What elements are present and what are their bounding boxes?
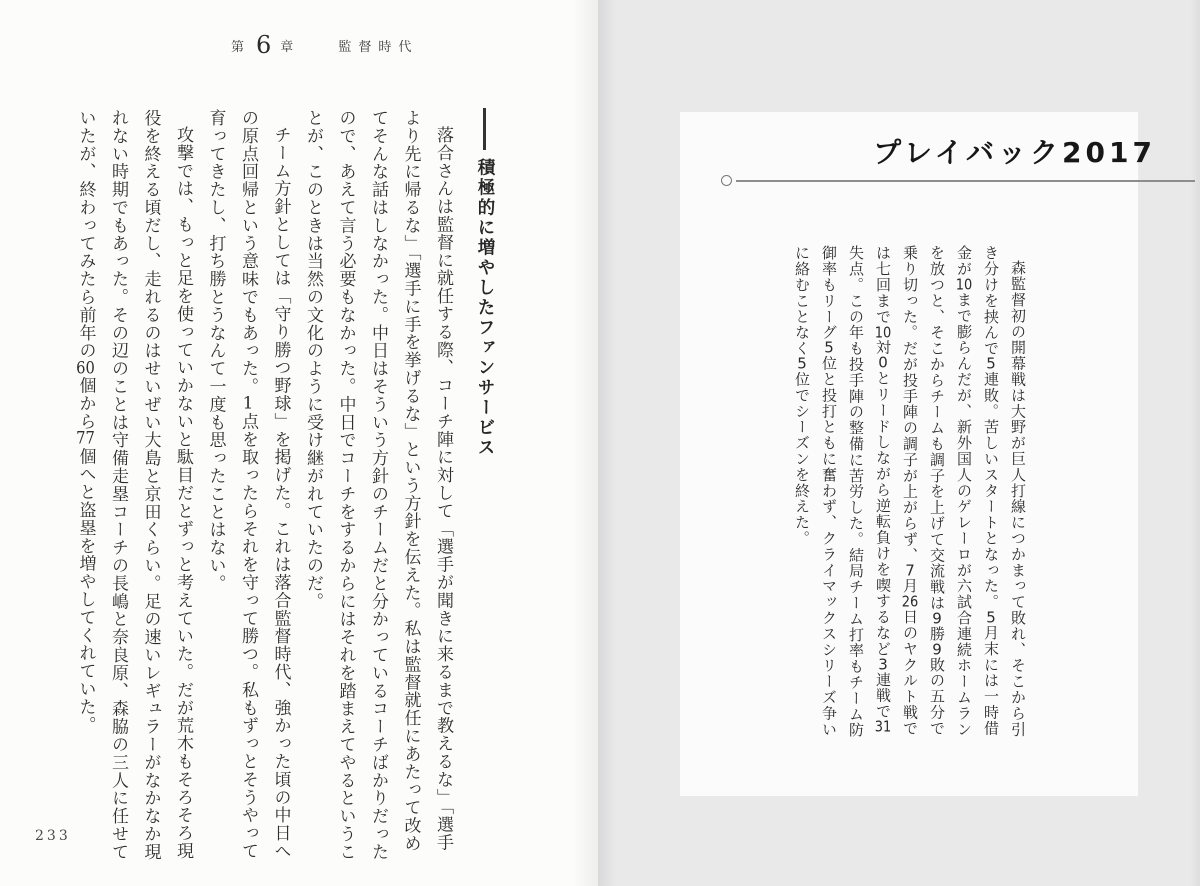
- chapter-title: 監督時代: [338, 39, 419, 55]
- chapter-label-suffix: 章: [280, 39, 299, 55]
- page-right: [598, 0, 1200, 886]
- title-rule: [736, 180, 1195, 182]
- page-left: [0, 0, 598, 886]
- chapter-header: [231, 33, 418, 57]
- circle-marker-icon: [721, 175, 732, 186]
- body-text: [55, 109, 459, 861]
- section-heading: [472, 106, 498, 506]
- paragraph: 攻撃では、もっと足を使っていかないと駄目だとずっと考えていた。だが荒木もそろそろ現役を終える頃だし、走れるのはせいぜい大島と京田くらい。足の速いレギュラーがなかなか現れない時期でもあった。その辺のことは守備走塁コーチの長嶋と奈良原、森脇の三人に任せていたが、終わってみたら前年の60個から77個へと盗塁を増やしてくれていた。: [75, 109, 193, 861]
- playback-body: [761, 245, 1031, 739]
- section-heading-text: 積極的に増やしたファンサービス: [475, 158, 495, 458]
- chapter-number: 6: [256, 31, 272, 59]
- playback-paragraph: 森監督初の開幕戦は大野が巨人打線につかまって敗れ、そこから引き分けを挟んで5連敗。苦しいスタートとなった。5月末には一時借金が10まで膨らんだが、新外国人のゲレーロが六試合連続ホームランを放つと、そこからチームも調子を上げて交流戦は9勝9敗の五分で乗り切った。だが投手陣の調子が上がらず、7月26日のヤクルト戦では七回まで10対0とリードしながら逆転負けを喫するなど3連戦で31失点。この年も投手陣の整備に苦労した。結局チーム打率もチーム防御率もリーグ5位と投打ともに奮わず、クライマックスシリーズ争いに絡むことなく5位でシーズンを終えた。: [793, 245, 1027, 738]
- playback-title: プレイバック2017: [873, 136, 1156, 169]
- heading-dash: [483, 108, 486, 150]
- chapter-label-prefix: 第: [231, 39, 250, 55]
- page-number: 233: [35, 828, 71, 844]
- paragraph: 落合さんは監督に就任する際、コーチ陣に対して「選手が聞きに来るまで教えるな」「選手より先に帰るな」「選手に手を挙げるな」という方針を伝えた。私は監督就任にあたって改めてそんな話はしなかった。中日はそういう方針のチームだと分かっているコーチばかりだったので、あえて言う必要もなかった。中日でコーチをするからにはそれを踏まえてやるということが、このときは当然の文化のように受け継がれていたのだ。: [303, 109, 453, 861]
- paragraph: チーム方針としては「守り勝つ野球」を掲げた。これは落合監督時代、強かった頃の中日への原点回帰という意味でもあった。1点を取ったらそれを守って勝つ。私もずっとそうやって育ってきたし、打ち勝とうなんて一度も思ったことはない。: [205, 109, 291, 860]
